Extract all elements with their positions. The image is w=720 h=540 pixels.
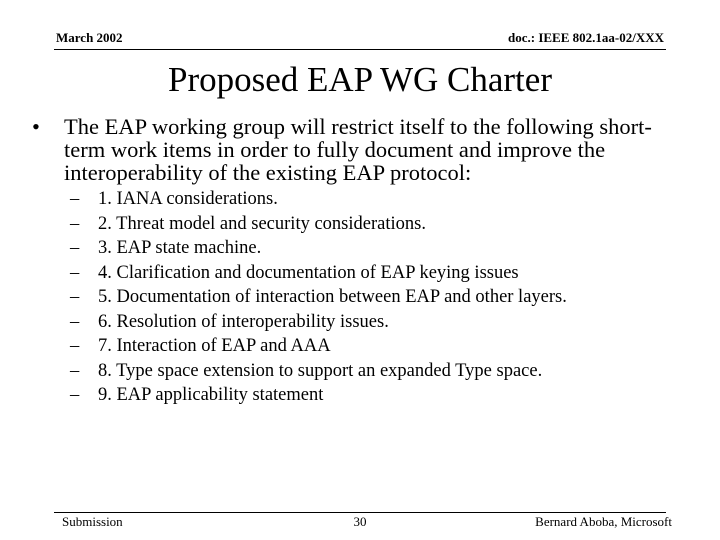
dash-marker: – <box>70 213 80 234</box>
dash-marker: – <box>70 360 80 381</box>
list-item <box>70 359 670 384</box>
list-item-text: 3. EAP state machine. <box>98 238 262 258</box>
header-doc-id: doc.: IEEE 802.1aa-02/XXX <box>507 30 664 45</box>
list-item <box>70 383 670 408</box>
bullet-text: The EAP working group will restrict itself to the following short-term work items in order to fully document and improve the interoperability of the existing EAP protocol: <box>64 114 652 185</box>
dash-marker: – <box>70 336 80 356</box>
list-item-text: 8. Type space extension to support an expanded Type space. <box>98 360 543 381</box>
work-items-list <box>70 187 670 408</box>
list-item-text: 1. IANA considerations. <box>98 189 278 209</box>
dash-marker: – <box>70 385 80 405</box>
list-item-text: 7. Interaction of EAP and AAA <box>98 336 331 356</box>
list-item <box>70 334 670 359</box>
header-date: March 2002 <box>56 30 123 45</box>
footer-submission: Submission <box>62 514 123 529</box>
list-item <box>70 236 670 261</box>
list-item-text: 5. Documentation of interaction between EAP and other layers. <box>98 287 567 307</box>
list-item <box>70 310 670 335</box>
list-item-text: 9. EAP applicability statement <box>98 385 324 405</box>
bullet-marker: • <box>32 114 40 139</box>
footer-divider <box>54 512 666 513</box>
list-item <box>70 187 670 212</box>
main-bullet <box>32 115 682 184</box>
slide-title: Proposed EAP WG Charter <box>168 60 552 99</box>
dash-marker: – <box>70 262 80 283</box>
footer-author: Bernard Aboba, Microsoft <box>535 514 672 529</box>
list-item-text: 4. Clarification and documentation of EAP keying issues <box>98 262 519 283</box>
page-number: 30 <box>353 514 367 529</box>
dash-marker: – <box>70 311 80 332</box>
list-item <box>70 212 670 237</box>
list-item-text: 6. Resolution of interoperability issues. <box>98 311 389 332</box>
list-item <box>70 285 670 310</box>
dash-marker: – <box>70 189 80 209</box>
list-item <box>70 261 670 286</box>
dash-marker: – <box>70 238 80 258</box>
dash-marker: – <box>70 287 80 307</box>
header-divider <box>54 49 666 50</box>
list-item-text: 2. Threat model and security considerations. <box>98 213 426 234</box>
